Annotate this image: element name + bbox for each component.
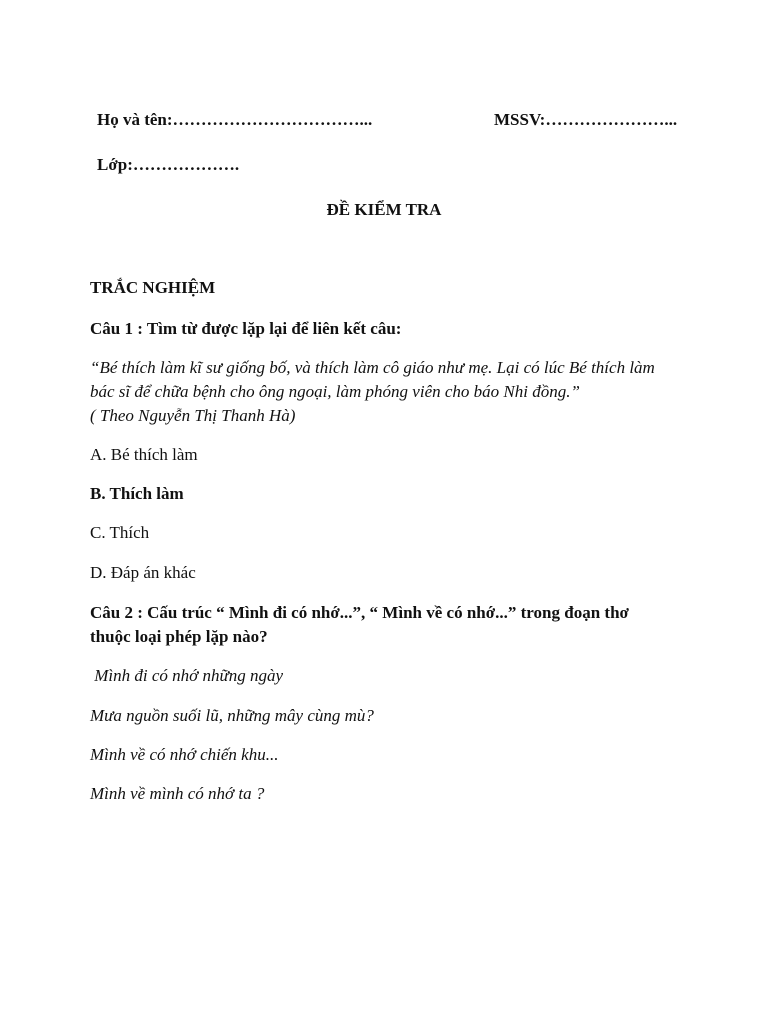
question-1-prompt: Câu 1 : Tìm từ được lặp lại để liên kết câu: — [90, 319, 402, 338]
question-1-option-c: C. Thích — [90, 523, 150, 542]
name-field-label: Họ và tên:……………………………... — [97, 110, 373, 129]
poem-line-2: Mưa nguồn suối lũ, những mây cùng mù? — [90, 706, 374, 725]
poem-line-1: Mình đi có nhớ những ngày — [90, 666, 284, 685]
poem-line-3: Mình về có nhớ chiến khu... — [90, 745, 279, 764]
student-id-field-label: MSSV:…………………... — [494, 110, 678, 129]
question-1-option-d: D. Đáp án khác — [90, 563, 196, 582]
question-1-quote-line-2: bác sĩ để chữa bệnh cho ông ngoại, làm phóng viên cho báo Nhi đồng.” — [90, 382, 580, 401]
question-1-quote-line-1: “Bé thích làm kĩ sư giống bố, và thích làm cô giáo như mẹ. Lại có lúc Bé thích làm — [90, 358, 655, 377]
question-2-prompt-line-2: thuộc loại phép lặp nào? — [90, 627, 268, 646]
poem-line-4: Mình về mình có nhớ ta ? — [90, 784, 265, 803]
question-2-prompt-line-1: Câu 2 : Cấu trúc “ Mình đi có nhớ...”, “ Mình về có nhớ...” trong đoạn thơ — [90, 603, 629, 622]
question-1-option-a: A. Bé thích làm — [90, 445, 198, 464]
question-1-option-b: B. Thích làm — [90, 484, 184, 503]
page-title: ĐỀ KIỂM TRA — [326, 200, 442, 219]
class-field-label: Lớp:………………. — [97, 155, 240, 174]
question-1-source: ( Theo Nguyễn Thị Thanh Hà) — [90, 406, 296, 425]
section-title: TRẮC NGHIỆM — [90, 278, 216, 297]
